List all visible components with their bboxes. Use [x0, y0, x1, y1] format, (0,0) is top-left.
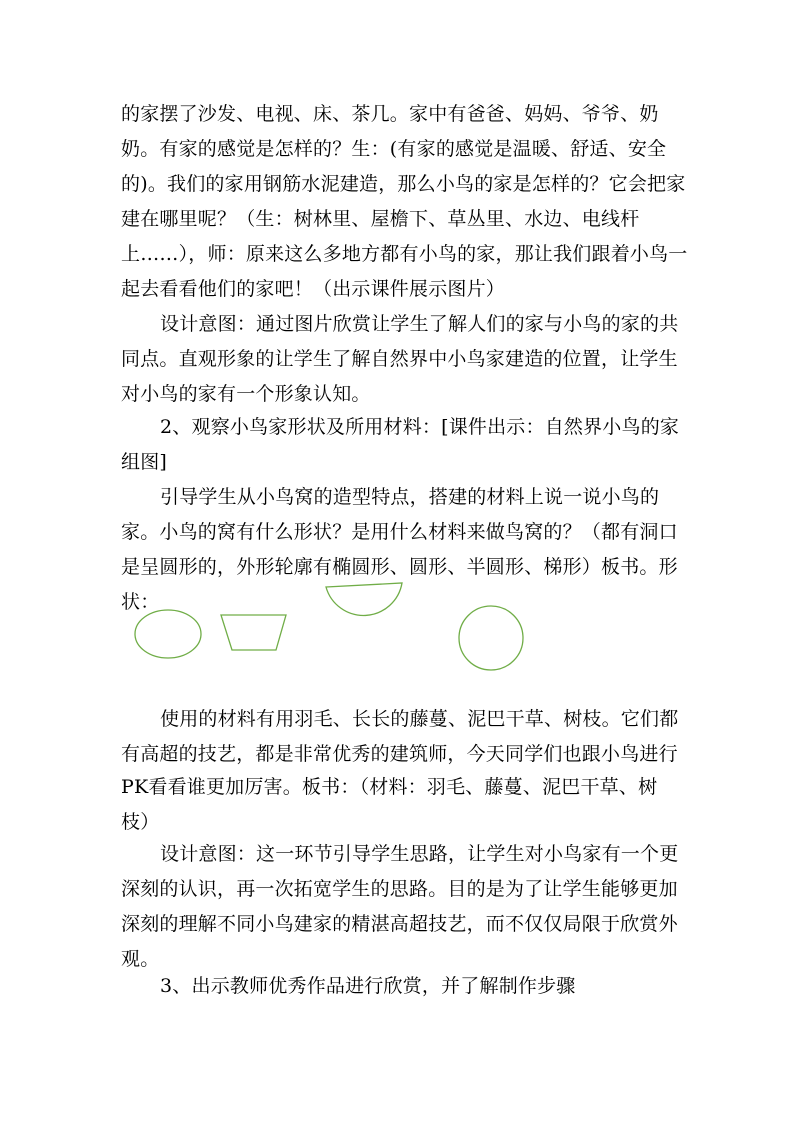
circle-shape — [459, 606, 523, 670]
paragraph-line: 组图] — [121, 451, 168, 473]
paragraph-line: 引导学生从小鸟窝的造型特点，搭建的材料上说一说小鸟的 — [160, 486, 660, 508]
paragraph-line: 同点。直观形象的让学生了解自然界中小鸟家建造的位置，让学生 — [121, 348, 678, 370]
paragraph-line: 建在哪里呢？（生：树林里、屋檐下、草丛里、水边、电线杆 — [121, 208, 640, 230]
paragraph-line: 有高超的技艺，都是非常优秀的建筑师，今天同学们也跟小鸟进行 — [121, 743, 678, 765]
paragraph-line: 奶。有家的感觉是怎样的？生：(有家的感觉是温暖、舒适、安全 — [121, 138, 667, 160]
paragraph-line: 对小鸟的家有一个形象认知。 — [121, 383, 371, 405]
paragraph-line: 设计意图：通过图片欣赏让学生了解人们的家与小鸟的家的共 — [160, 313, 679, 335]
paragraph-line: 状： — [121, 591, 160, 613]
section-heading: 2、观察小鸟家形状及所用材料：[课件出示：自然界小鸟的家 — [160, 416, 680, 438]
paragraph-line: PK看看谁更加厉害。板书：（材料：羽毛、藤蔓、泥巴干草、树 — [121, 776, 658, 798]
paragraph-line: 观。 — [121, 948, 160, 970]
paragraph-line: 上……），师：原来这么多地方都有小鸟的家，那让我们跟着小鸟一 — [121, 243, 688, 265]
section-heading: 3、出示教师优秀作品进行欣赏，并了解制作步骤 — [160, 975, 576, 997]
paragraph-line: 使用的材料有用羽毛、长长的藤蔓、泥巴干草、树枝。它们都 — [160, 708, 679, 730]
paragraph-line: 的)。我们的家用钢筋水泥建造，那么小鸟的家是怎样的？它会把家 — [121, 173, 686, 195]
semicircle-shape — [326, 583, 402, 615]
trapezoid-shape — [221, 615, 286, 650]
nest-shapes-figure — [121, 575, 561, 680]
paragraph-line: 设计意图：这一环节引导学生思路，让学生对小鸟家有一个更 — [160, 843, 679, 865]
paragraph-line: 深刻的认识，再一次拓宽学生的思路。目的是为了让学生能够更加 — [121, 878, 678, 900]
paragraph-line: 家。小鸟的窝有什么形状？是用什么材料来做鸟窝的？（都有洞口 — [121, 521, 678, 543]
ellipse-shape — [135, 610, 201, 658]
paragraph-line: 枝） — [121, 811, 160, 833]
paragraph-line: 的家摆了沙发、电视、床、茶几。家中有爸爸、妈妈、爷爷、奶 — [121, 103, 659, 125]
paragraph-line: 是呈圆形的，外形轮廓有椭圆形、圆形、半圆形、梯形）板书。形 — [121, 556, 678, 578]
paragraph-line: 深刻的理解不同小鸟建家的精湛高超技艺，而不仅仅局限于欣赏外 — [121, 913, 678, 935]
paragraph-line: 起去看看他们的家吧！（出示课件展示图片） — [121, 278, 506, 300]
